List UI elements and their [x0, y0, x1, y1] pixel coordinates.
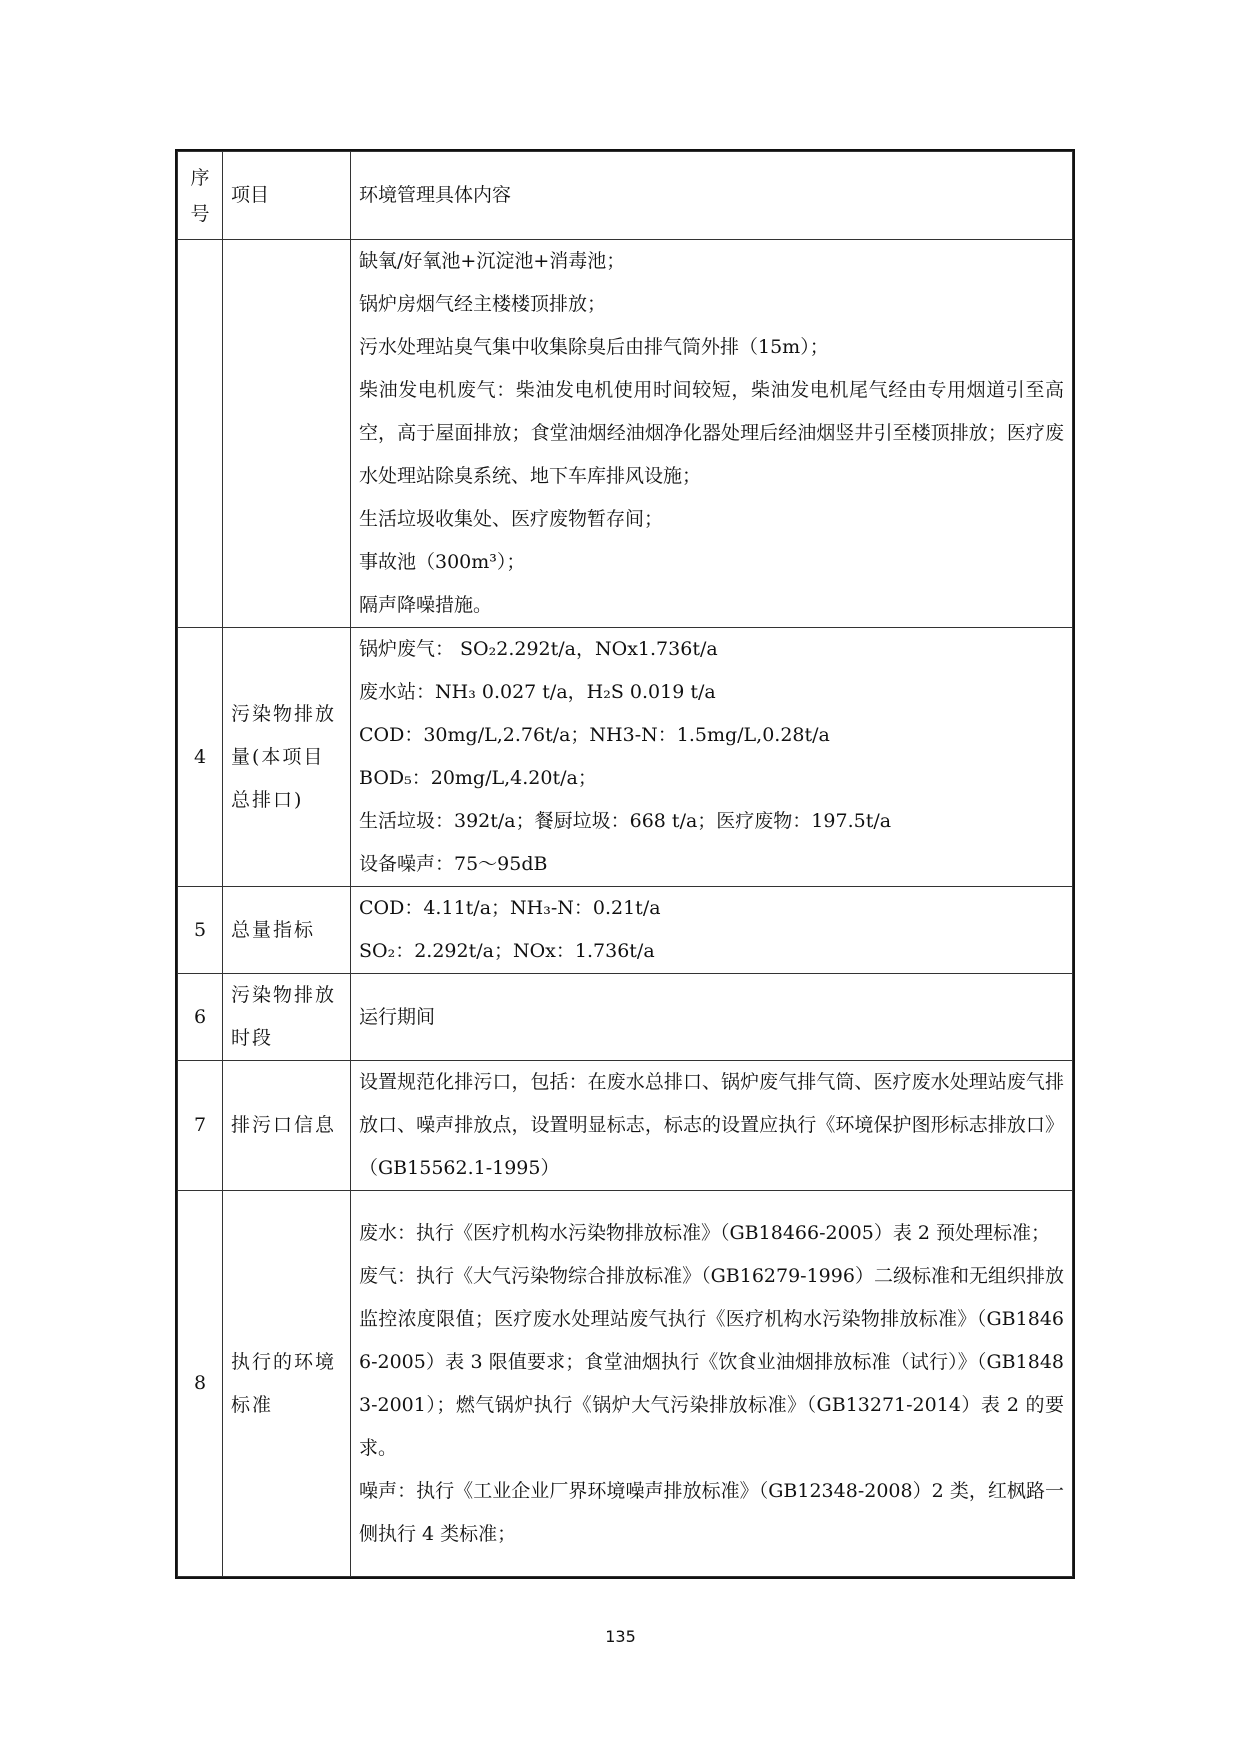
header-num: 序号 [178, 152, 223, 240]
page-number: 135 [605, 1627, 636, 1646]
row-content [351, 628, 1073, 887]
row-item: 污染物排放时段 [223, 974, 351, 1061]
table-row [178, 1061, 1073, 1191]
header-item: 项目 [223, 152, 351, 240]
content-line: 设备噪声：75～95dB [359, 853, 548, 875]
row-item: 污染物排放量(本项目总排口) [223, 628, 351, 887]
content-line: 柴油发电机废气：柴油发电机使用时间较短，柴油发电机尾气经由专用烟道引至高空，高于屋面排放；食堂油烟经油烟净化器处理后经油烟竖井引至楼顶排放；医疗废水处理站除臭系统、地下车库排风设施； [359, 379, 1064, 487]
content-line: 锅炉废气： SO₂2.292t/a，NOx1.736t/a [359, 638, 718, 660]
environmental-management-table [177, 151, 1073, 1577]
row-item [223, 240, 351, 628]
row-item: 总量指标 [223, 887, 351, 974]
row-num: 5 [178, 887, 223, 974]
table-row [178, 887, 1073, 974]
content-line: 生活垃圾收集处、医疗废物暂存间； [359, 508, 664, 530]
content-line: 隔声降噪措施。 [359, 594, 493, 616]
content-line: 废水站：NH₃ 0.027 t/a，H₂S 0.019 t/a [359, 681, 716, 703]
content-line: 废水：执行《医疗机构水污染物排放标准》（GB18466-2005）表 2 预处理标准； [359, 1221, 1051, 1244]
content-line: BOD₅：20mg/L,4.20t/a； [359, 767, 597, 789]
row-num: 8 [178, 1191, 223, 1577]
row-item: 执行的环境标准 [223, 1191, 351, 1577]
header-content: 环境管理具体内容 [351, 152, 1073, 240]
content-line: 运行期间 [359, 1005, 436, 1028]
row-content [351, 974, 1073, 1061]
content-line: COD：30mg/L,2.76t/a；NH3-N：1.5mg/L,0.28t/a [359, 724, 830, 746]
table-row [178, 628, 1073, 887]
content-line: SO₂：2.292t/a；NOx：1.736t/a [359, 940, 655, 962]
content-line: 锅炉房烟气经主楼楼顶排放； [359, 293, 607, 315]
content-line: 设置规范化排污口，包括：在废水总排口、锅炉废气排气筒、医疗废水处理站废气排放口、噪声排放点，设置明显标志，标志的设置应执行《环境保护图形标志排放口》（GB15562.1-1995） [359, 1071, 1064, 1179]
content-line: 噪声：执行《工业企业厂界环境噪声排放标准》（GB12348-2008）2 类，红枫路一侧执行 4 类标准； [359, 1479, 1064, 1545]
table-row [178, 1191, 1073, 1577]
row-num [178, 240, 223, 628]
content-line: 缺氧/好氧池+沉淀池+消毒池； [359, 250, 626, 272]
content-line: COD：4.11t/a；NH₃-N：0.21t/a [359, 897, 661, 919]
row-content [351, 887, 1073, 974]
table-header-row [178, 152, 1073, 240]
content-line: 事故池（300m³）； [359, 551, 526, 573]
table-row [178, 974, 1073, 1061]
content-line: 污水处理站臭气集中收集除臭后由排气筒外排（15m）； [359, 336, 829, 358]
row-content [351, 1061, 1073, 1191]
row-num: 6 [178, 974, 223, 1061]
row-item: 排污口信息 [223, 1061, 351, 1191]
row-content [351, 1191, 1073, 1577]
row-num: 7 [178, 1061, 223, 1191]
row-content [351, 240, 1073, 628]
row-num: 4 [178, 628, 223, 887]
content-line: 生活垃圾：392t/a；餐厨垃圾：668 t/a；医疗废物：197.5t/a [359, 810, 892, 832]
table-row [178, 240, 1073, 628]
content-line: 废气：执行《大气污染物综合排放标准》（GB16279-1996）二级标准和无组织排放监控浓度限值；医疗废水处理站废气执行《医疗机构水污染物排放标准》（GB18466-2005）表 3 限值要求；食堂油烟执行《饮食业油烟排放标准（试行）》（GB18483-2001）；燃气锅炉执行《锅炉大气污染排放标准》（GB13271-2014）表 2 的要求。 [359, 1264, 1064, 1459]
